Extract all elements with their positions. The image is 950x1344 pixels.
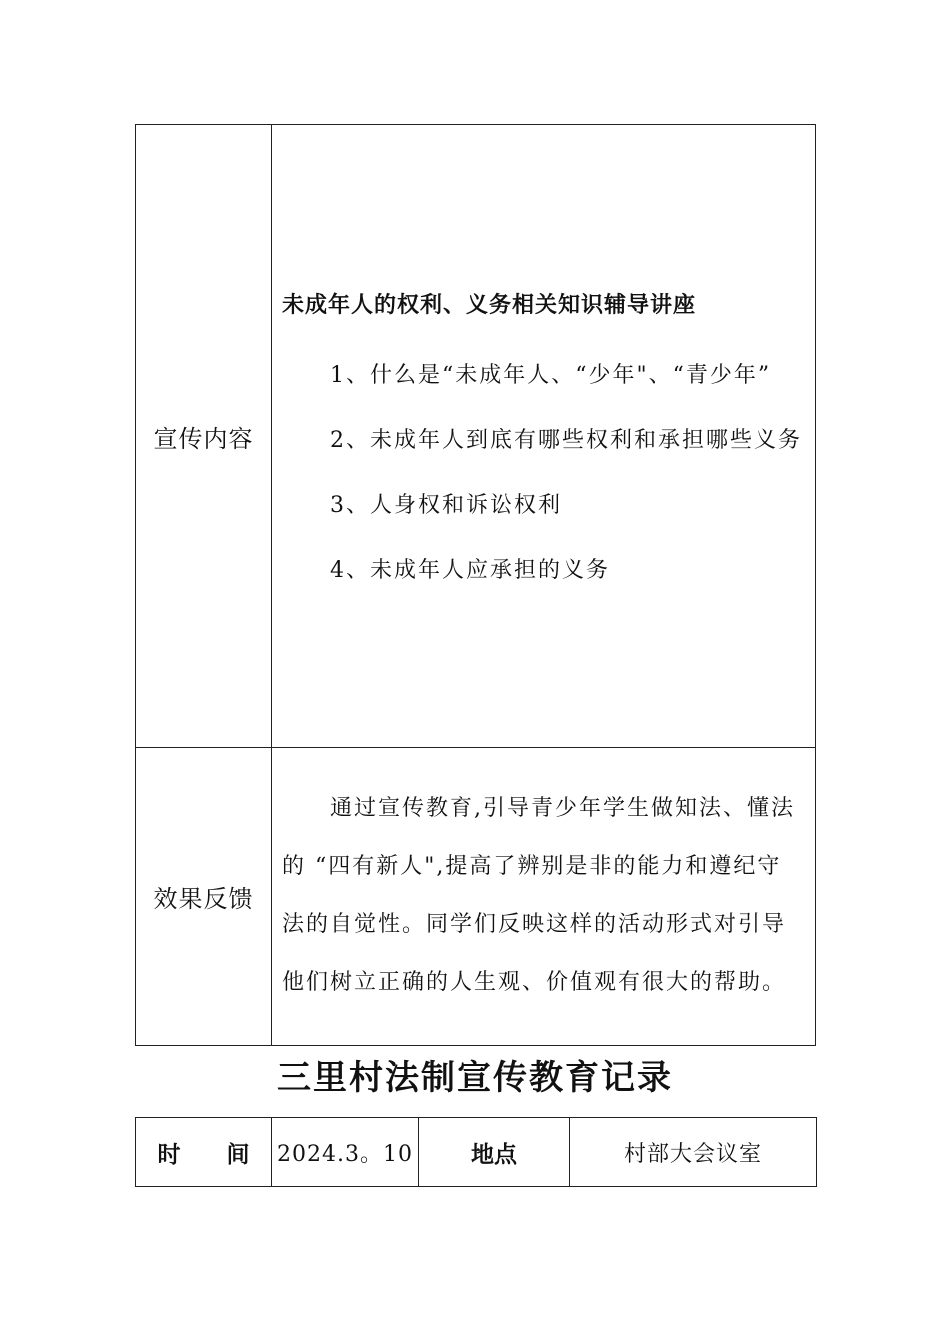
record-title: 三里村法制宣传教育记录 bbox=[277, 1058, 673, 1098]
content-label: 宣传内容 bbox=[136, 125, 272, 748]
feedback-cell bbox=[272, 748, 816, 1046]
content-row bbox=[136, 125, 816, 748]
record-table bbox=[135, 124, 816, 1046]
lecture-heading: 未成年人的权利、义务相关知识辅导讲座 bbox=[282, 292, 697, 318]
content-item-1: 1、什么是“未成年人、“少年"、“青少年” bbox=[330, 362, 772, 388]
content-item-4: 4、未成年人应承担的义务 bbox=[330, 557, 610, 583]
info-row bbox=[136, 1118, 817, 1187]
place-value: 村部大会议室 bbox=[570, 1118, 817, 1187]
feedback-row bbox=[136, 748, 816, 1046]
place-label: 地点 bbox=[419, 1118, 570, 1187]
record-table-top bbox=[135, 124, 815, 1046]
info-table-wrap bbox=[135, 1117, 817, 1187]
feedback-text: 通过宣传教育,引导青少年学生做知法、懂法的 “四有新人",提高了辨别是非的能力和遵纪守法的自觉性。同学们反映这样的活动形式对引导他们树立正确的人生观、价值观有很大的帮助。 bbox=[282, 795, 795, 995]
time-value: 2024.3。10 bbox=[272, 1118, 419, 1187]
content-cell bbox=[272, 125, 816, 748]
feedback-label: 效果反馈 bbox=[136, 748, 272, 1046]
info-table bbox=[135, 1117, 817, 1187]
content-item-2: 2、未成年人到底有哪些权利和承担哪些义务 bbox=[330, 427, 802, 453]
time-label: 时 间 bbox=[136, 1118, 272, 1187]
content-item-3: 3、人身权和诉讼权利 bbox=[330, 492, 562, 518]
